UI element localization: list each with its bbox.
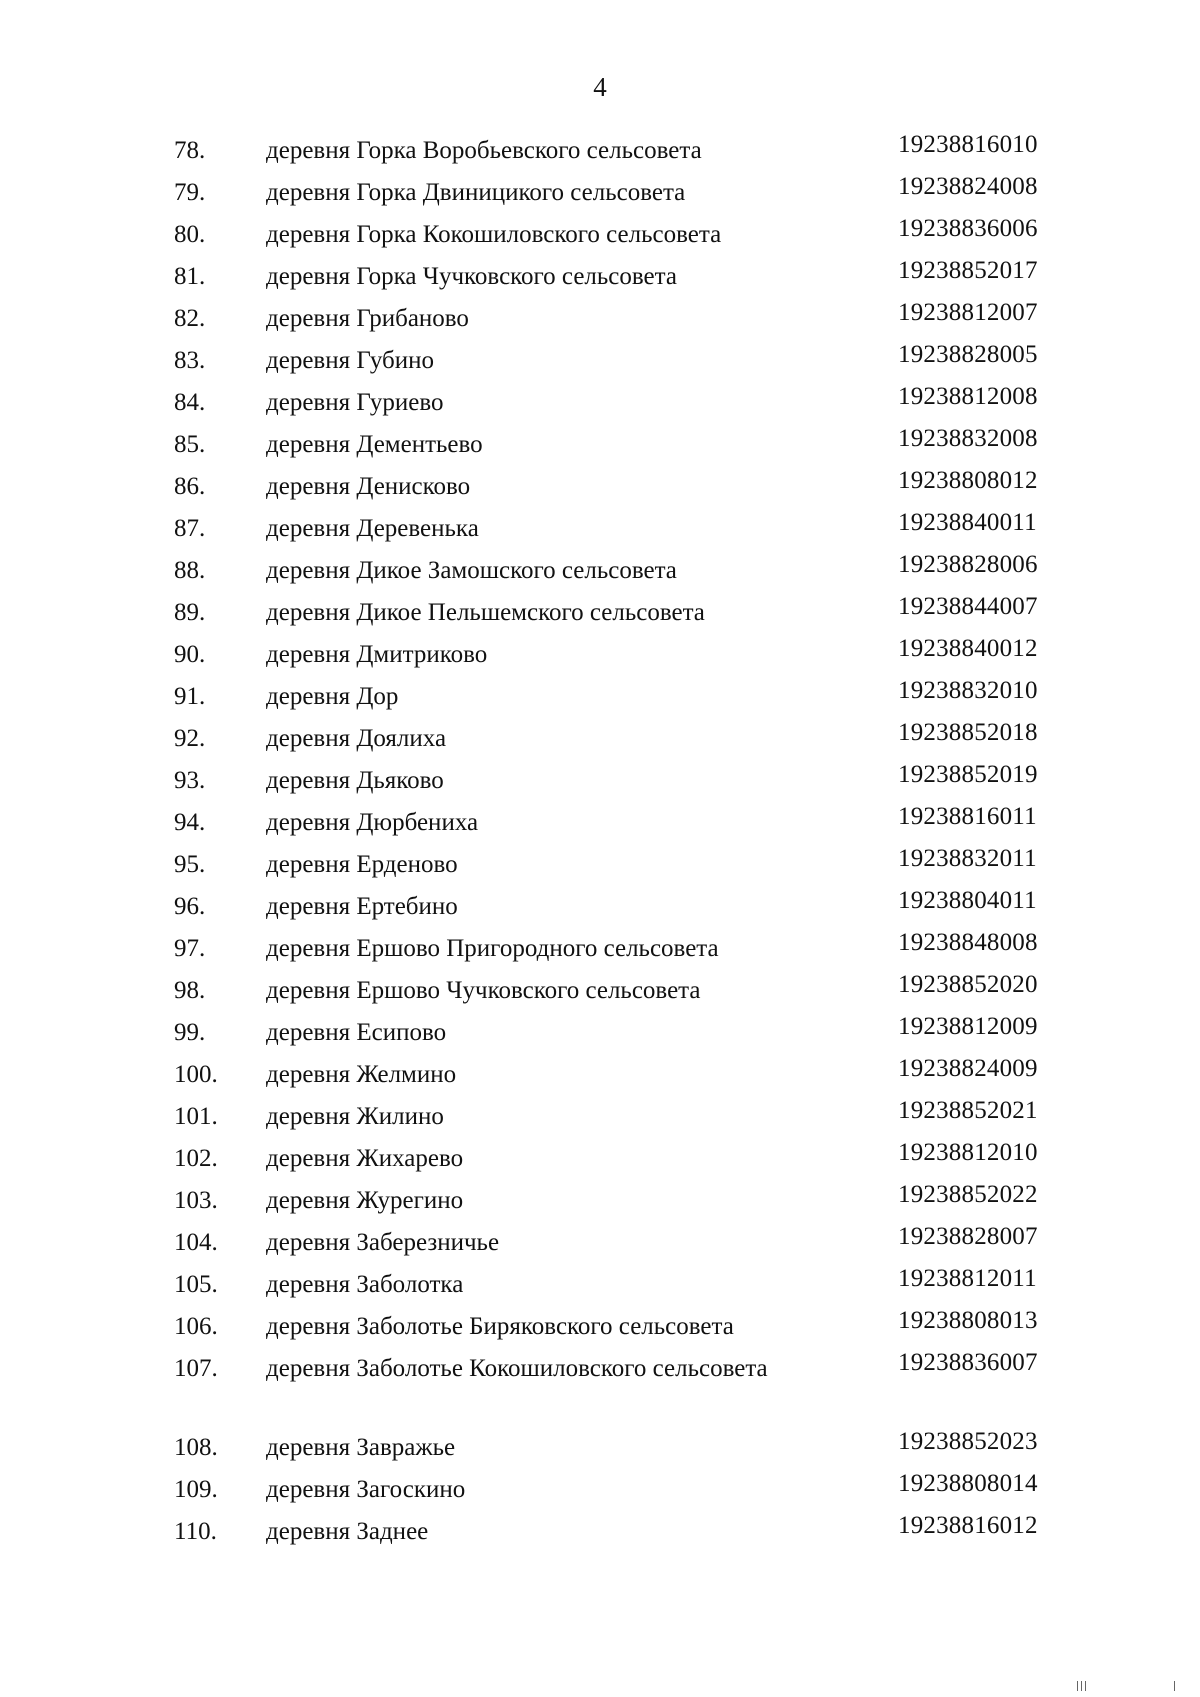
item-code: 19238852019 [898,761,1038,788]
item-name: деревня Заднее [266,1518,429,1545]
item-number: 90. [174,641,206,668]
item-number: 109. [174,1476,218,1503]
item-code: 19238824008 [898,173,1038,200]
item-name: деревня Дор [266,683,399,710]
item-code: 19238852023 [898,1428,1038,1455]
item-code: 19238812007 [898,299,1038,326]
item-code: 19238840012 [898,635,1038,662]
list-item [0,382,1200,424]
item-code: 19238852018 [898,719,1038,746]
item-code: 19238848008 [898,929,1038,956]
list-item [0,970,1200,1012]
item-name: деревня Горка Кокошиловского сельсовета [266,221,722,248]
item-number: 94. [174,809,206,836]
list-item [0,508,1200,550]
scan-mark [1085,1681,1086,1691]
item-name: деревня Денисково [266,473,471,500]
item-code: 19238832010 [898,677,1038,704]
item-name: деревня Завражье [266,1434,456,1461]
item-number: 83. [174,347,206,374]
item-code: 19238808012 [898,467,1038,494]
list-item [0,1222,1200,1264]
list-item [0,256,1200,298]
list-item [0,1264,1200,1306]
item-name: деревня Деревенька [266,515,479,542]
list-item [0,1427,1200,1469]
item-code: 19238816011 [898,803,1037,830]
item-code: 19238832008 [898,425,1038,452]
item-number: 81. [174,263,206,290]
item-name: деревня Желмино [266,1061,457,1088]
list-item [0,214,1200,256]
item-name: деревня Дементьево [266,431,483,458]
item-number: 104. [174,1229,218,1256]
item-name: деревня Заболотье Биряковского сельсовета [266,1313,734,1340]
list-item [0,466,1200,508]
list-item [0,760,1200,802]
item-name: деревня Гуриево [266,389,444,416]
item-number: 105. [174,1271,218,1298]
list-item [0,298,1200,340]
item-code: 19238808014 [898,1470,1038,1497]
list-item [0,130,1200,172]
list-item [0,676,1200,718]
list-item [0,1180,1200,1222]
item-code: 19238808013 [898,1307,1038,1334]
item-number: 107. [174,1355,218,1382]
item-number: 95. [174,851,206,878]
item-number: 100. [174,1061,218,1088]
item-name: деревня Есипово [266,1019,447,1046]
item-number: 102. [174,1145,218,1172]
item-code: 19238812009 [898,1013,1038,1040]
item-code: 19238840011 [898,509,1037,536]
item-name: деревня Дикое Замошского сельсовета [266,557,677,584]
item-code: 19238828007 [898,1223,1038,1250]
item-code: 19238828005 [898,341,1038,368]
item-code: 19238852022 [898,1181,1038,1208]
item-name: деревня Заберезничье [266,1229,500,1256]
item-number: 110. [174,1518,217,1545]
item-name: деревня Дмитриково [266,641,488,668]
item-number: 101. [174,1103,218,1130]
item-number: 108. [174,1434,218,1461]
list-item [0,1306,1200,1348]
item-name: деревня Дикое Пельшемского сельсовета [266,599,705,626]
item-code: 19238836006 [898,215,1038,242]
item-name: деревня Дьяково [266,767,444,794]
list-item [0,592,1200,634]
item-number: 96. [174,893,206,920]
item-name: деревня Жилино [266,1103,444,1130]
item-name: деревня Ерденово [266,851,458,878]
item-number: 92. [174,725,206,752]
list-item [0,172,1200,214]
item-code: 19238832011 [898,845,1037,872]
item-code: 19238812008 [898,383,1038,410]
item-name: деревня Доялиха [266,725,447,752]
item-code: 19238836007 [898,1349,1038,1376]
list-item [0,1511,1200,1553]
item-code: 19238812010 [898,1139,1038,1166]
item-name: деревня Ершово Пригородного сельсовета [266,935,719,962]
item-name: деревня Дюрбениха [266,809,479,836]
item-number: 93. [174,767,206,794]
list-item [0,634,1200,676]
item-name: деревня Заболотка [266,1271,464,1298]
list-item [0,550,1200,592]
item-name: деревня Заболотье Кокошиловского сельсовета [266,1355,768,1382]
item-name: деревня Загоскино [266,1476,466,1503]
item-code: 19238804011 [898,887,1037,914]
item-number: 87. [174,515,206,542]
item-number: 85. [174,431,206,458]
list-item [0,424,1200,466]
list-item [0,718,1200,760]
item-number: 99. [174,1019,206,1046]
item-code: 19238812011 [898,1265,1037,1292]
scan-mark [1174,1681,1175,1691]
item-number: 97. [174,935,206,962]
settlement-list [0,130,1200,1553]
item-name: деревня Горка Чучковского сельсовета [266,263,677,290]
item-name: деревня Грибаново [266,305,469,332]
item-code: 19238852017 [898,257,1038,284]
item-code: 19238816010 [898,131,1038,158]
item-name: деревня Ершово Чучковского сельсовета [266,977,701,1004]
list-item [0,1012,1200,1054]
list-item [0,1096,1200,1138]
list-item [0,928,1200,970]
item-code: 19238828006 [898,551,1038,578]
item-number: 84. [174,389,206,416]
item-number: 78. [174,137,206,164]
item-code: 19238816012 [898,1512,1038,1539]
item-name: деревня Горка Воробьевского сельсовета [266,137,702,164]
item-name: деревня Горка Двиницикого сельсовета [266,179,686,206]
item-code: 19238844007 [898,593,1038,620]
list-item [0,1348,1200,1427]
page-number: 4 [593,72,607,102]
list-item [0,1469,1200,1511]
item-number: 98. [174,977,206,1004]
item-number: 88. [174,557,206,584]
item-code: 19238852020 [898,971,1038,998]
item-name: деревня Ертебино [266,893,458,920]
list-item [0,1054,1200,1096]
list-item [0,802,1200,844]
item-number: 82. [174,305,206,332]
item-number: 106. [174,1313,218,1340]
item-number: 91. [174,683,206,710]
item-name: деревня Журегино [266,1187,464,1214]
scan-mark [1081,1681,1082,1691]
list-item [0,1138,1200,1180]
scan-mark [1077,1681,1078,1691]
item-code: 19238824009 [898,1055,1038,1082]
list-item [0,886,1200,928]
item-name: деревня Жихарево [266,1145,464,1172]
item-number: 79. [174,179,206,206]
item-number: 103. [174,1187,218,1214]
list-item [0,340,1200,382]
item-name: деревня Губино [266,347,434,374]
item-number: 80. [174,221,206,248]
item-number: 89. [174,599,206,626]
item-number: 86. [174,473,206,500]
list-item [0,844,1200,886]
item-code: 19238852021 [898,1097,1038,1124]
